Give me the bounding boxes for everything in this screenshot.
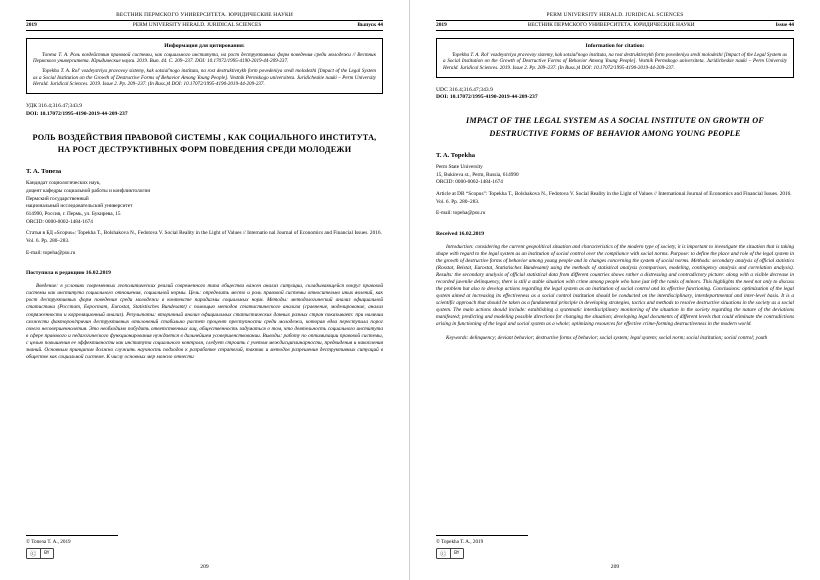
orcid-line[interactable]: ORCID: 0000-0002-1484-1674	[26, 218, 93, 225]
right-citation-en: Topekha T. A. Rol' vozdeystviya pravovoy sistemy, kak sotsial'nogo instituta, na rost destruktivnykh form povedeniya sredi molodezhi [Impact of the Legal System as a Social Institution on the Growth of Destructive Forms of Behavior Among Young People]. Vestnik Permskogo universiteta. Juridicheskie nauki – Perm University Herald. Juridical Sciences. 2019. Issue 2. Pp. 209–237. (In Russ.)4 DOI: 10.17072/1995-4190-2019-44-209-237.	[443, 51, 787, 71]
email-line[interactable]: E-mail: topeha@psu.ru	[436, 210, 486, 217]
left-running-line	[26, 22, 383, 31]
affiliation-line: национальный исследовательский университет	[26, 203, 133, 210]
right-citation-heading: Information for citation:	[585, 42, 645, 49]
right-author-name: T. A. Topekha	[436, 151, 476, 159]
orcid-line[interactable]: ORCID: 0000-0002-1484-1674	[436, 179, 503, 186]
left-abstract: Введение: в условиях современных геополитических реалий современного типа общества важен анализ ситуации, складывающейся вокруг правовой системы как института социального отношения, социальной нормы. Цель: определить место и роль правовой системы относительно иных явлений, как рост деструктивных форм поведения среди молодежи в контексте парадигмы социальных норм. Методы: методологический анализ официальной статистики (Росстат, Евростат, Eurostat, Statistisches Bundesamt) с помощью методов статистического анализа (сравнение, моделирование, анализ сопряженности и корреляционный анализ). Результаты: вторичный анализ официальных статистических данных разных стран показывает: при наличии схожести факторов/причин деструктивных отклонений стабильно растет процент преступности среди молодежи, которая едва переступила порог своего несовершеннолетия. Это необходимо побудить ответственных лиц, общественность задуматься о том, что деятельность социального института в сфере правового и педагогического функционирования нуждается в дальнейшем усовершенствовании. Выводы: работу по оптимизации правовой системы, с целью повышения ее эффективности как института социального контроля, следует строить с учетом междисциплинарности, предвидения и накопления знаний. Основным принципом должно служить научность подходов к разработке стратегий, тактик и методов разрешения деструктивных ситуаций в обществе как социальной системе. К числу основных мер можно отнести	[26, 283, 383, 360]
affiliation-line: Кандидат социологических наук,	[26, 180, 101, 187]
right-running-issue: Issue 44	[775, 22, 794, 28]
right-affiliation	[436, 164, 794, 218]
left-author-name: Т. А. Топеза	[26, 168, 62, 176]
scopus-reference-line: Статья в БД «Scopus»: Topekha T., Bolshakova N., Fedotova V. Social Reality in the Light of Values // Internatio nal Journal of Economics and Financial Issues. 2016. Vol. 6. Рp. 280–283.	[26, 230, 382, 245]
right-running-line	[436, 22, 794, 31]
right-citation-box	[436, 38, 794, 78]
right-udc: UDC 316.4;316.47;343.9	[436, 86, 493, 93]
creative-commons-icon	[26, 548, 54, 560]
left-footer	[26, 535, 383, 571]
right-footer	[436, 535, 794, 571]
cc-by-glyph: BY	[450, 549, 464, 559]
affiliation-line: доцент кафедры социальной работы и конфликтологии	[26, 188, 151, 195]
footer-rule	[26, 535, 118, 536]
right-keywords: Keywords: delinquency; deviant behavior; destructive forms of behavior; social system; legal system; social norm; social institution; social control; youth	[446, 335, 768, 342]
left-running-journal: PERM UNIVERSITY HERALD. JURIDICAL SCIENCES	[132, 22, 262, 28]
right-identifiers	[436, 87, 794, 103]
right-page-number: 209	[610, 564, 620, 570]
cc-circle-glyph: Ⓒ	[30, 550, 37, 558]
affiliation-line: 15, Bukireva st., Perm, Russia, 614990	[436, 171, 519, 178]
scopus-reference-line: Article at DB “Scopus”: Topekha T., Bolshakova N., Fedotova V. Social Reality in the Light of Values // International Journal of Economics and Financial Issues. 2016. Vol. 6. Pp. 280–283.	[436, 190, 792, 205]
left-citation-heading: Информация для цитирования:	[164, 42, 245, 49]
right-page	[410, 0, 820, 580]
footer-rule	[436, 535, 528, 536]
right-running-head: PERM UNIVERSITY HERALD. JURIDICAL SCIENCES	[436, 12, 794, 21]
email-line[interactable]: E-mail: topeha@psu.ru	[26, 249, 76, 256]
left-citation-translit: Topekha T. A. Rol' vozdeystviya pravovoy sistemy, kak sotsial'nogo instituta, na rost destruktivnykh form povedeniya sredi molodezhi [Impact of the Legal System as a Social Institution on the Growth of Destructive Forms of Behavior Among Young People]. Vestnik Permskogo universiteta. Juridicheskie nauki – Perm University Herald. Juridical Sciences. 2019. Issue 2. Pp. 209–237. (In Russ.)4 DOI: 10.17072/1995-4190-2019-44-209-237.	[33, 67, 376, 88]
right-copyright: © Topekha T. A., 2019	[436, 538, 484, 545]
creative-commons-icon	[436, 548, 464, 560]
left-udc: УДК 316.4;316.47;343.9	[26, 103, 83, 110]
left-citation-ru: Топеза Т. А. Роль воздействия правовой системы, как социального института, на рост деструктивных форм поведения среди молодежи // Вестник Пермского университета. Юридические науки. 2019. Вып. 44. C. 209–237. DOI: 10.17072/1995-4190-2019-44-209-237.	[33, 51, 376, 65]
left-doi[interactable]: DOI: 10.17072/1995-4190-2019-44-209-237	[26, 110, 128, 117]
affiliation-line: 614990, Россия, г. Пермь, ул. Букирева, 15	[26, 211, 121, 218]
right-doi[interactable]: DOI: 10.17072/1995-4190-2019-44-209-237	[436, 94, 538, 101]
left-received-date: Поступила в редакцию 16.02.2019	[26, 270, 111, 277]
right-running-year: 2019	[436, 22, 447, 28]
left-article-title: РОЛЬ ВОЗДЕЙСТВИЯ ПРАВОВОЙ СИСТЕМЫ , КАК СОЦИАЛЬНОГО ИНСТИТУТА, НА РОСТ ДЕСТРУКТИВНЫХ ФОРМ ПОВЕДЕНИЯ СРЕДИ МОЛОДЕЖИ	[32, 132, 377, 155]
affiliation-line: Пермский государственный	[26, 195, 89, 202]
cc-circle-glyph: Ⓒ	[440, 550, 447, 558]
left-running-issue: Выпуск 44	[357, 22, 383, 28]
right-abstract: Introduction: considering the current geopolitical situation and characteristics of the modern type of society, it is important to investigate the situation that is taking shape with regard to the legal system as an institution of social control over the compliance with social norms. Purpose: to define the place and role of the legal system in the growth of destructive forms of behavior among young people and in changes concerning the system of social norms. Methods: secondary analysis of official statistics (Rosstat, Belstat, Eurostat, Statistisches Bundesamt) using the methods of statistical analysis (comparison, modeling, contingency analysis and correlation analysis). Results: the secondary analysis of official statistical data from different countries shows rather a distressing and contradictory picture: along with a visible decrease in recorded juvenile delinquency, there is still a stable situation with crime among people who have just left the ranks of minors. This highlights the need not only to discuss the problem but also to develop actions regarding the legal system as an institution of social control and its effective functioning. Conclusions: optimization of the legal system aimed at increasing its effectiveness as a social control institution should be conducted on the interdisciplinary, interdepartmental and inter-level basis. It is a scientific approach that should be taken as a fundamental principle in developing strategies, tactics and methods to resolve destructive situations in the society as a social system. The main actions should include: establishing a systematic interdisciplinary monitoring of the situation in the society regarding the nature of the deviations manifested; predicting and modeling possible directions for changing the situation; developing legal documents of different levels that could eliminate the contradictions arising in functioning of the legal and social system as a whole; optimizing resources for effective crime-forming destructiveness in the modern world.	[436, 243, 795, 328]
left-running-head: ВЕСТНИК ПЕРМСКОГО УНИВЕРСИТЕТА. ЮРИДИЧЕСКИЕ НАУКИ	[26, 12, 383, 21]
left-identifiers	[26, 103, 383, 119]
left-page-number: 209	[200, 564, 209, 570]
right-article-title: IMPACT OF THE LEGAL SYSTEM AS A SOCIAL INSTITUTE ON GROWTH OF DESTRUCTIVE FORMS OF BEHAVIOR AMONG YOUNG PEOPLE	[466, 116, 764, 138]
affiliation-line: Perm State University	[436, 163, 483, 170]
cc-by-glyph: BY	[40, 549, 54, 559]
left-citation-box	[26, 38, 383, 95]
right-running-journal: ВЕСТНИК ПЕРМСКОГО УНИВЕРСИТЕТА. ЮРИДИЧЕСКИЕ НАУКИ	[527, 22, 695, 28]
left-spacer	[26, 361, 383, 535]
left-affiliation	[26, 180, 383, 257]
right-spacer	[436, 348, 794, 535]
right-received-date: Received 16.02.2019	[436, 230, 485, 237]
left-running-year: 2019	[26, 22, 37, 28]
left-copyright: © Топеза Т. А., 2019	[26, 538, 71, 545]
